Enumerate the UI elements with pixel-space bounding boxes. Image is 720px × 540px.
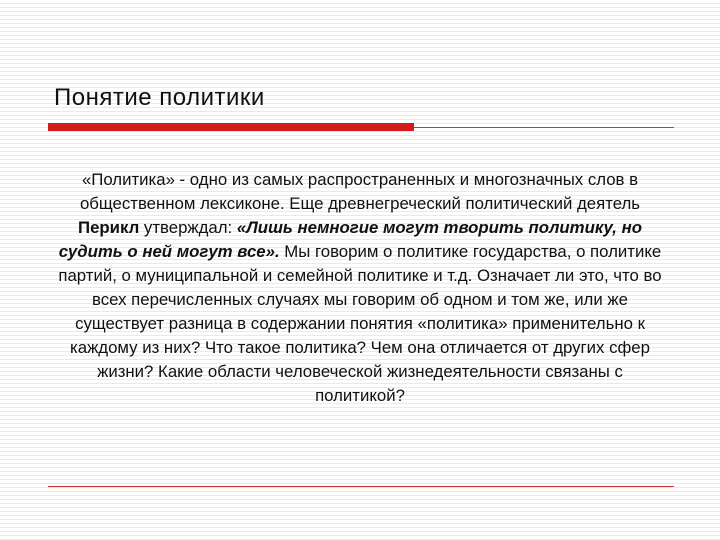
body-quote: «Лишь немногие могут творить политику, но судить о ней могут все».	[58, 218, 642, 261]
slide-title: Понятие политики	[54, 84, 265, 111]
body-text-part3: Мы говорим о политике государства, о политике партий, о муниципальной и семейной политике и т.д. Означает ли это, что во всех перечисленных случаях мы говорим об одном и том же, или же существует разница в содержании понятия «политика» применительно к каждому из них? Что такое политика? Чем она отличается от других сфер жизни? Какие области человеческой жизнедеятельности связаны с политикой?	[58, 242, 662, 405]
title-underline-thin	[414, 127, 674, 128]
body-text-part1: «Политика» - одно из самых распространенных и многозначных слов в общественном лексиконе. Еще древнегреческий политический деятель	[79, 170, 641, 213]
title-underline-accent	[48, 123, 414, 131]
body-person-name: Перикл	[78, 218, 140, 237]
body-text-part2: утверждал:	[139, 218, 237, 237]
bottom-rule	[48, 486, 674, 487]
slide-body-text	[54, 168, 666, 408]
